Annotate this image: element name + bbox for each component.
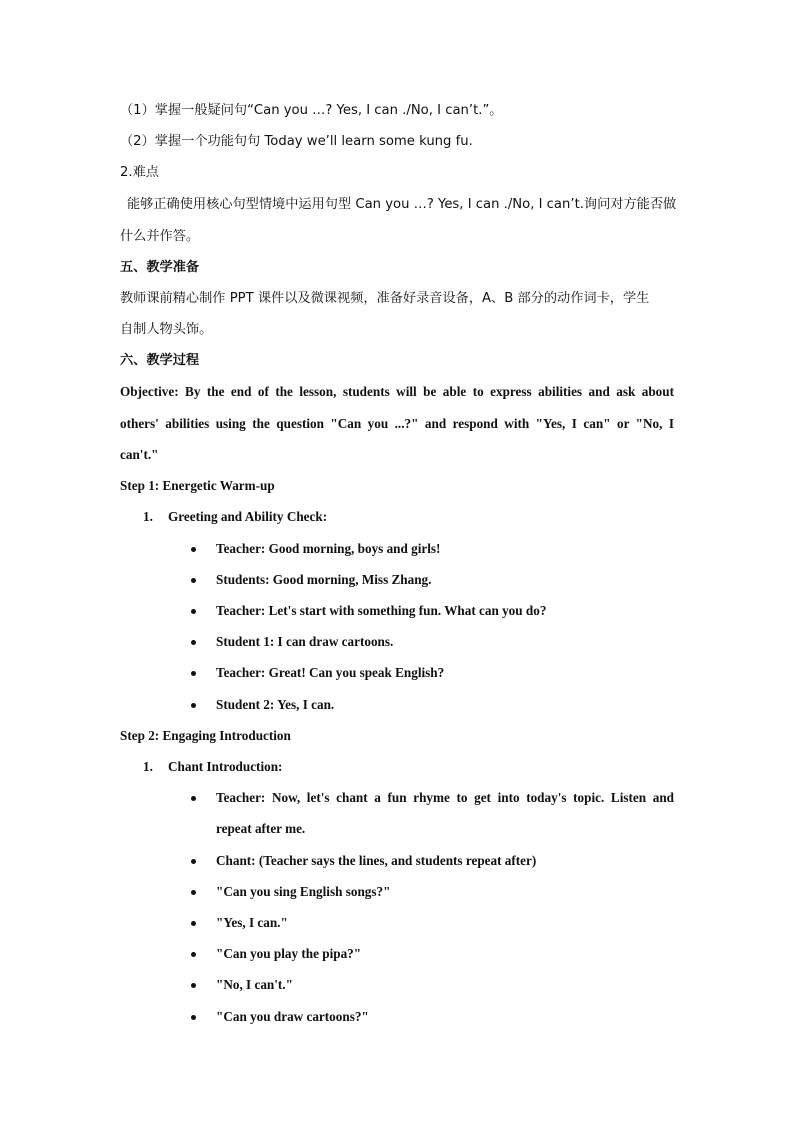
- key-point-2: （2）掌握一个功能句句 Today we’ll learn some kung fu.: [120, 134, 473, 149]
- step-2-item-line-2: repeat after me.: [216, 821, 306, 836]
- step-1-item: Students: Good morning, Miss Zhang.: [216, 572, 432, 587]
- objective-line-3: can't.": [120, 447, 159, 462]
- step-1-item: Teacher: Let's start with something fun. What can you do?: [216, 603, 547, 618]
- step-2-item: Chant: (Teacher says the lines, and students repeat after): [216, 853, 537, 868]
- bullet-icon: [191, 578, 196, 583]
- step-1-number: 1.: [143, 509, 153, 524]
- key-point-1: （1）掌握一般疑问句“Can you …? Yes, I can ./No, I can’t.”。: [120, 103, 503, 118]
- step-1-item: Student 1: I can draw cartoons.: [216, 634, 394, 649]
- step-2-item: "Can you sing English songs?": [216, 884, 391, 899]
- objective-line-1: Objective: By the end of the lesson, students will be able to express abilities and ask about: [120, 384, 674, 399]
- step-1-item: Student 2: Yes, I can.: [216, 697, 335, 712]
- objective-line-2: others' abilities using the question "Can you ...?" and respond with "Yes, I can" or "No, I: [120, 416, 674, 431]
- bullet-icon: [191, 1015, 196, 1020]
- preparation-line-2: 自制人物头饰。: [120, 322, 213, 337]
- step-1-item: Teacher: Great! Can you speak English?: [216, 665, 445, 680]
- bullet-icon: [191, 921, 196, 926]
- bullet-icon: [191, 547, 196, 552]
- step-2-item: "No, I can't.": [216, 977, 293, 992]
- bullet-icon: [191, 859, 196, 864]
- step-2-item-line-1: Teacher: Now, let's chant a fun rhyme to get into today's topic. Listen and: [216, 790, 674, 805]
- difficulty-heading: 2.难点: [120, 165, 159, 180]
- bullet-icon: [191, 609, 196, 614]
- bullet-icon: [191, 703, 196, 708]
- bullet-icon: [191, 983, 196, 988]
- section-6-heading: 六、教学过程: [120, 353, 200, 368]
- step-1-item: Teacher: Good morning, boys and girls!: [216, 541, 441, 556]
- step-1-title: Step 1: Energetic Warm-up: [120, 478, 275, 493]
- step-2-number: 1.: [143, 759, 153, 774]
- step-2-item: "Can you play the pipa?": [216, 946, 362, 961]
- bullet-icon: [191, 952, 196, 957]
- step-2-item: "Can you draw cartoons?": [216, 1009, 369, 1024]
- bullet-icon: [191, 640, 196, 645]
- difficulty-text-line-2: 什么并作答。: [120, 229, 200, 244]
- preparation-line-1: 教师课前精心制作 PPT 课件以及微课视频，准备好录音设备，A、B 部分的动作词卡，学生: [120, 291, 650, 306]
- step-2-subtitle: Chant Introduction:: [168, 759, 283, 774]
- bullet-icon: [191, 890, 196, 895]
- bullet-icon: [191, 796, 196, 801]
- difficulty-text-line-1: 能够正确使用核心句型情境中运用句型 Can you …? Yes, I can ./No, I can’t.询问对方能否做: [127, 197, 677, 212]
- section-5-heading: 五、教学准备: [120, 260, 200, 275]
- bullet-icon: [191, 671, 196, 676]
- step-2-item: "Yes, I can.": [216, 915, 288, 930]
- step-1-subtitle: Greeting and Ability Check:: [168, 509, 328, 524]
- step-2-title: Step 2: Engaging Introduction: [120, 728, 291, 743]
